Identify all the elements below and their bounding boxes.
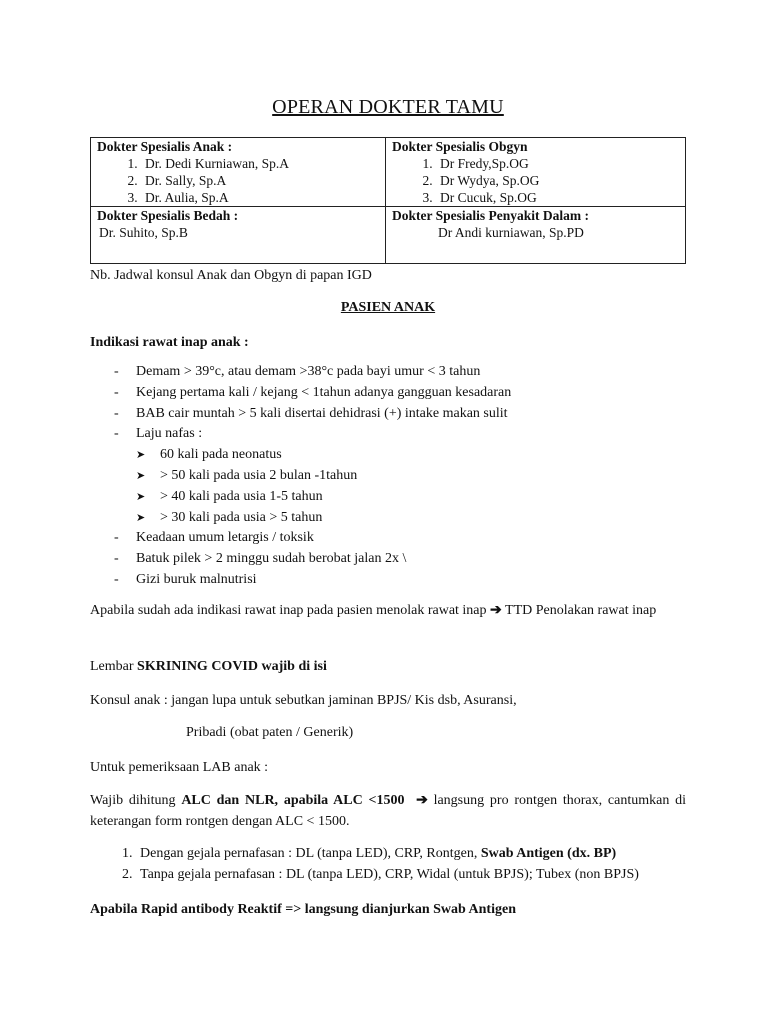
indikasi-list — [90, 362, 686, 591]
indikasi-title: Indikasi rawat inap anak : — [90, 335, 249, 350]
laju-nafas-list — [90, 445, 686, 528]
table-row — [91, 207, 686, 264]
wajib-emphasis: ALC dan NLR, apabila ALC <1500 — [181, 793, 405, 808]
laju-nafas-sublist — [90, 445, 686, 528]
arrowhead-bullet-icon: ➤ — [136, 449, 146, 462]
cell-spesialis-bedah — [91, 207, 386, 264]
list-item-text: Tanpa gejala pernafasan : DL (tanpa LED), CRP, Widal (untuk BPJS); Tubex (non BPJS) — [140, 867, 639, 882]
paragraph-pribadi: Pribadi (obat paten / Generik) — [186, 725, 354, 740]
list-item — [136, 864, 686, 885]
menolak-result: TTD Penolakan rawat inap — [505, 603, 657, 618]
list-dokter-anak — [95, 155, 381, 206]
paragraph-wajib-dihitung — [90, 790, 686, 832]
list-item: 1. Dr. Dedi Kurniawan, Sp.A — [141, 155, 381, 172]
skrining-emphasis: SKRINING COVID wajib di isi — [137, 659, 327, 674]
list-item: 3. Dr Cucuk, Sp.OG — [436, 189, 681, 206]
list-item — [136, 843, 686, 864]
dokter-bedah: Dr. Suhito, Sp.B — [99, 225, 188, 240]
arrowhead-bullet-icon: ➤ — [136, 511, 146, 524]
table-row — [91, 138, 686, 207]
list-item-text: Demam > 39°c, atau demam >38°c pada bayi umur < 3 tahun — [136, 364, 481, 379]
list-item-text: 60 kali pada neonatus — [160, 447, 282, 463]
list-item — [90, 570, 686, 591]
list-item-text: > 40 kali pada usia 1-5 tahun — [160, 488, 323, 504]
header-spesialis-anak: Dokter Spesialis Anak : — [97, 139, 233, 154]
section-title: PASIEN ANAK — [340, 300, 436, 315]
document-title: OPERAN DOKTER TAMU — [272, 96, 504, 118]
header-spesialis-obgyn: Dokter Spesialis Obgyn — [392, 139, 528, 154]
arrowhead-bullet-icon: ➤ — [136, 469, 146, 482]
list-item: 1. Dr Fredy,Sp.OG — [436, 155, 681, 172]
paragraph-konsul-anak: Konsul anak : jangan lupa untuk sebutkan jaminan BPJS/ Kis dsb, Asuransi, — [90, 693, 517, 708]
paragraph-menolak-rawat-inap — [90, 600, 686, 621]
header-spesialis-penyakit-dalam: Dokter Spesialis Penyakit Dalam : — [392, 208, 590, 223]
lab-title: Untuk pemeriksaan LAB anak : — [90, 760, 269, 775]
list-item-text: Laju nafas : — [136, 426, 203, 442]
dash-bullet: - — [114, 551, 119, 567]
dash-bullet: - — [114, 405, 119, 421]
paragraph-rapid-antibody: Apabila Rapid antibody Reaktif => langsung dianjurkan Swab Antigen — [90, 902, 516, 917]
list-item — [90, 383, 686, 404]
menolak-text: Apabila sudah ada indikasi rawat inap pada pasien menolak rawat inap — [90, 603, 487, 618]
list-item-text: Kejang pertama kali / kejang < 1tahun adanya gangguan kesadaran — [136, 384, 512, 400]
list-item — [90, 508, 686, 529]
list-item-emphasis: Swab Antigen (dx. BP) — [480, 846, 617, 861]
list-item — [90, 549, 686, 570]
right-arrow-icon: ➔ — [490, 603, 502, 618]
cell-spesialis-penyakit-dalam — [386, 207, 686, 264]
list-item — [90, 487, 686, 508]
dash-bullet: - — [114, 364, 119, 379]
list-item-text: > 50 kali pada usia 2 bulan -1tahun — [160, 467, 358, 483]
cell-spesialis-obgyn — [386, 138, 686, 207]
dokter-penyakit-dalam: Dr Andi kurniawan, Sp.PD — [438, 225, 584, 240]
list-item-text: > 30 kali pada usia > 5 tahun — [160, 509, 323, 525]
list-item — [90, 528, 686, 549]
header-spesialis-bedah: Dokter Spesialis Bedah : — [97, 208, 239, 223]
note-jadwal: Nb. Jadwal konsul Anak dan Obgyn di papan IGD — [90, 268, 372, 283]
list-item — [90, 362, 686, 383]
list-item: 3. Dr. Aulia, Sp.A — [141, 189, 381, 206]
list-item — [90, 424, 686, 445]
dash-bullet: - — [114, 384, 119, 400]
skrining-prefix: Lembar — [90, 659, 134, 674]
list-item-text: Batuk pilek > 2 minggu sudah berobat jalan 2x \ — [136, 551, 407, 567]
list-item — [90, 404, 686, 425]
kondisi-list — [90, 843, 686, 885]
paragraph-skrining-covid — [90, 656, 686, 677]
list-item: 2. Dr Wydya, Sp.OG — [436, 172, 681, 189]
doctor-table — [90, 137, 686, 264]
list-item — [90, 445, 686, 466]
right-arrow-icon: ➔ — [416, 793, 428, 808]
list-item-text: Dengan gejala pernafasan : DL (tanpa LED), CRP, Rontgen, — [140, 846, 478, 861]
arrowhead-bullet-icon: ➤ — [136, 490, 146, 503]
wajib-prefix: Wajib dihitung — [90, 793, 176, 808]
dash-bullet: - — [114, 426, 119, 442]
list-item: 2. Dr. Sally, Sp.A — [141, 172, 381, 189]
list-item-text: Keadaan umum letargis / toksik — [136, 530, 314, 546]
list-item — [90, 466, 686, 487]
dash-bullet: - — [114, 530, 119, 546]
list-item-text: Gizi buruk malnutrisi — [136, 571, 257, 587]
cell-spesialis-anak — [91, 138, 386, 207]
dash-bullet: - — [114, 571, 119, 587]
wajib-rest: langsung pro rontgen thorax, cantumkan di keterangan form rontgen dengan ALC < 1500. — [90, 793, 687, 829]
list-item-text: BAB cair muntah > 5 kali disertai dehidrasi (+) intake makan sulit — [136, 405, 508, 421]
list-dokter-obgyn — [390, 155, 681, 206]
